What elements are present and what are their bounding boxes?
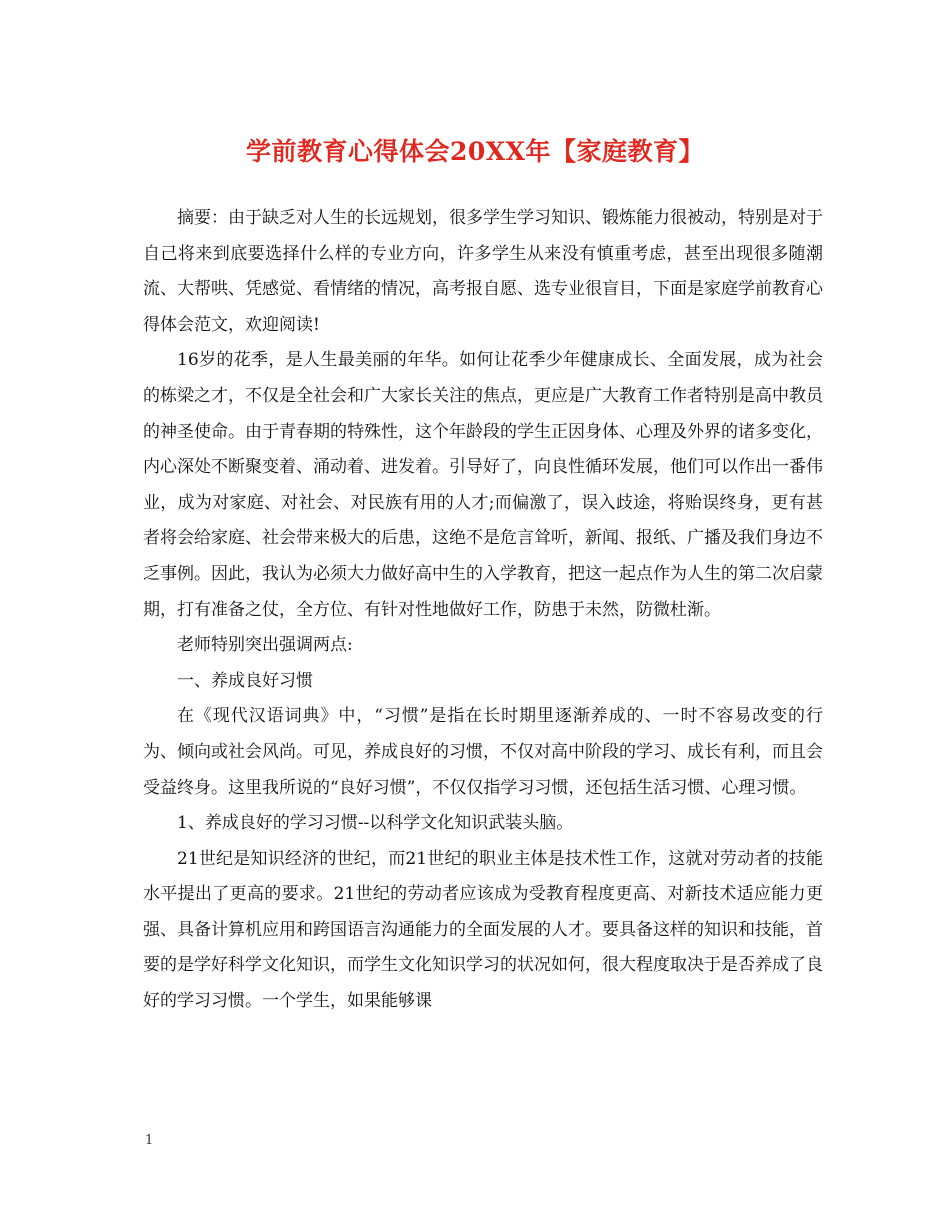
subsection-heading-study-habits: 1、养成良好的学习习惯--以科学文化知识武装头脑。 [177,813,574,834]
page-number: 1 [145,1133,154,1148]
document-title: 学前教育心得体会20XX年【家庭教育】 [245,137,705,166]
paragraph-abstract: 摘要：由于缺乏对人生的长远规划，很多学生学习知识、锻炼能力很被动，特别是对于自己将来到底要选择什么样的专业方向，许多学生从来没有慎重考虑，甚至出现很多随潮流、大帮哄、凭感觉、看情绪的情况，高考报自愿、选专业很盲目，下面是家庭学前教育心得体会范文，欢迎阅读! [143,208,823,335]
paragraph-emphasis: 老师特别突出强调两点: [177,635,353,656]
paragraph-intro: 16岁的花季，是人生最美丽的年华。如何让花季少年健康成长、全面发展，成为社会的栋梁之才，不仅是全社会和广大家长关注的焦点，更应是广大教育工作者特别是高中教员的神圣使命。由于青春期的特殊性，这个年龄段的学生正因身体、心理及外界的诸多变化，内心深处不断聚变着、涌动着、进发着。引导好了，向良性循环发展，他们可以作出一番伟业，成为对家庭、对社会、对民族有用的人才;而偏激了，误入歧途，将贻误终身，更有甚者将会给家庭、社会带来极大的后患，这绝不是危言耸听，新闻、报纸、广播及我们身边不乏事例。因此，我认为必须大力做好高中生的入学教育，把这一起点作为人生的第二次启蒙期，打有准备之仗，全方位、有针对性地做好工作，防患于未然，防微杜渐。 [143,350,823,620]
document-body [143,201,823,1020]
paragraph-habit-definition: 在《现代汉语词典》中，“习惯”是指在长时期里逐渐养成的、一时不容易改变的行为、倾向或社会风尚。可见，养成良好的习惯，不仅对高中阶段的学习、成长有利，而且会受益终身。这里我所说的“良好习惯”，不仅仅指学习习惯，还包括生活习惯、心理习惯。 [143,706,823,798]
section-heading-good-habits: 一、养成良好习惯 [177,670,313,691]
paragraph-knowledge-economy: 21世纪是知识经济的世纪，而21世纪的职业主体是技术性工作，这就对劳动者的技能水平提出了更高的要求。21世纪的劳动者应该成为受教育程度更高、对新技术适应能力更强、具备计算机应用和跨国语言沟通能力的全面发展的人才。要具备这样的知识和技能，首要的是学好科学文化知识，而学生文化知识学习的状况如何，很大程度取决于是否养成了良好的学习习惯。一个学生，如果能够课 [143,848,823,1012]
